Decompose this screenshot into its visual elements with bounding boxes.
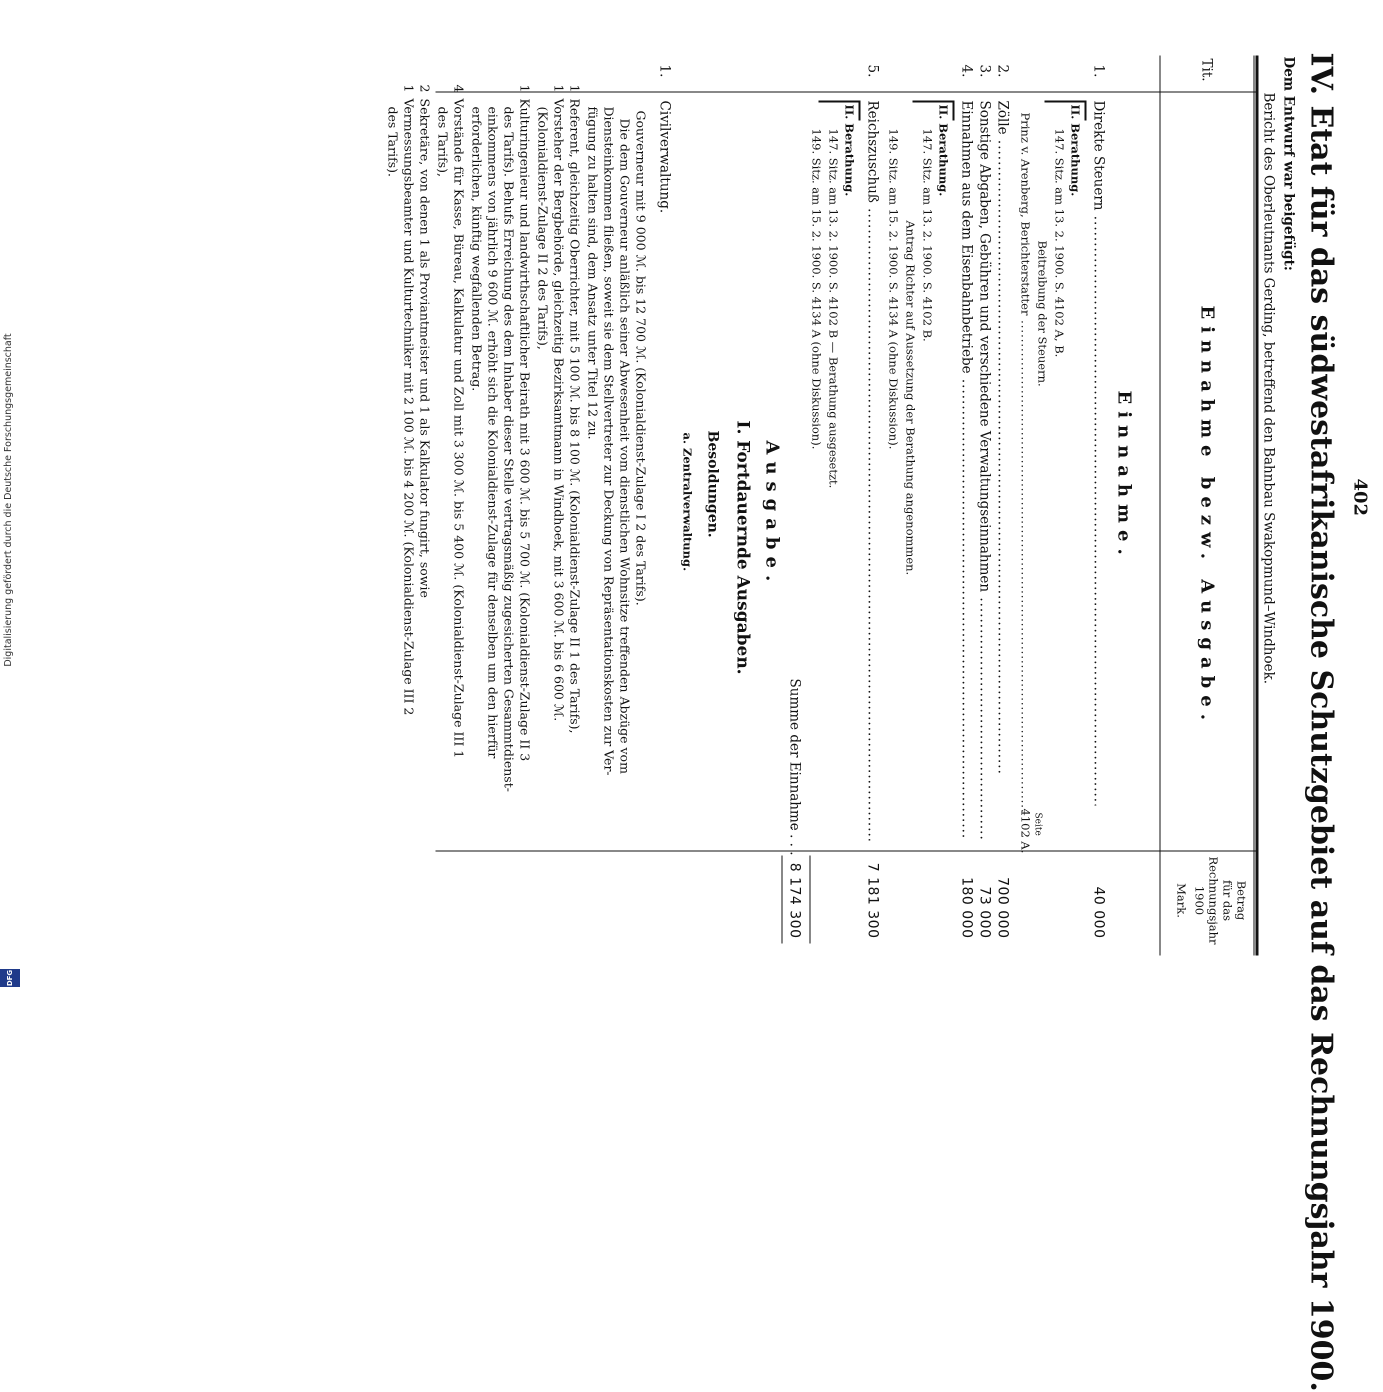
income-row-4-label: Einnahmen aus dem Eisenbahnbetriebe ..... bbox=[959, 101, 975, 841]
income-row-4-amount: 180 000 bbox=[958, 877, 975, 939]
income-row-5-label: Reichszuschuß ..... bbox=[865, 101, 881, 841]
note-1-ref: Prinz v. Arenberg, Berichterstatter ..... bbox=[1019, 113, 1033, 813]
section-ausgabe: Ausgabe. bbox=[761, 440, 783, 589]
income-row-5-amount: 7 181 300 bbox=[864, 862, 881, 939]
digitization-credit bbox=[0, 0, 22, 1000]
note-2-line-1: 147. Sitz. am 13. 2. 1900. S. 4102 B. bbox=[920, 128, 935, 342]
note-1-page-value: 4102 A. bbox=[1018, 808, 1033, 854]
expense-line: des Tarifs), bbox=[435, 106, 451, 177]
header-bottom-rule bbox=[1160, 56, 1161, 956]
dfg-logo: DFG bbox=[0, 969, 20, 987]
note-1-sub: Beitreibung der Steuern. bbox=[1035, 240, 1050, 387]
income-row-3-tit: 3. bbox=[976, 64, 993, 78]
header-top-rule-thin bbox=[1254, 56, 1255, 956]
note-2-title: II. Berathung. bbox=[936, 104, 951, 197]
col-amount-header: Betrag für das Rechnungsjahr 1900 Mark. bbox=[1174, 856, 1249, 945]
document-page bbox=[0, 1, 1383, 1392]
col-main-header: Einnahme bezw. Ausgabe. bbox=[1196, 305, 1218, 727]
income-row-4-tit: 4. bbox=[958, 64, 975, 78]
sum-value: 8 174 300 bbox=[786, 862, 803, 939]
expense-line: einkommens von jährlich 9 600 ℳ. erhöht sich die Kolonialdienst-Zulage für denselben um den hierfür bbox=[485, 106, 501, 759]
note-1-line: 147. Sitz. am 13. 2. 1900. S. 4102 A, B. bbox=[1052, 128, 1067, 358]
expense-line: 1Vermessungsbeamter und Kulturtechniker mit 2 100 ℳ. bis 4 200 ℳ. (Kolonialdienst-Zulage III 2 bbox=[401, 84, 417, 716]
note-2-sub: Antrag Richter auf Aussetzung der Berathung angenommen. bbox=[903, 220, 918, 576]
amount-column-divider bbox=[436, 851, 1256, 852]
sum-rule bbox=[810, 856, 811, 944]
income-row-1-label: Direkte Steuern ..... bbox=[1091, 101, 1107, 806]
income-row-5-tit: 5. bbox=[864, 64, 881, 78]
expense-tit: 1. bbox=[656, 64, 673, 78]
income-row-1-tit: 1. bbox=[1090, 64, 1107, 78]
expense-line: Diensteinkommen fließen, soweit sie dem Stellvertreter zur Deckung von Repräsentationskosten zur Ver- bbox=[601, 106, 617, 776]
sum-bottom-rule bbox=[782, 856, 783, 944]
subsubsection-besoldungen: Besoldungen. bbox=[704, 430, 721, 538]
header-top-rule bbox=[1256, 56, 1259, 956]
expense-line: fügung zu halten sind, dem Ansatz unter Titel 12 zu. bbox=[585, 106, 601, 440]
expense-line: 4Vorstände für Kasse, Büreau, Kalkulatur und Zoll mit 3 300 ℳ. bis 5 400 ℳ. (Kolonialdienst-Zulage III 1 bbox=[451, 84, 467, 759]
section-einnahme: Einnahme. bbox=[1113, 390, 1135, 562]
income-row-3-label: Sonstige Abgaben, Gebühren und verschiedene Verwaltungseinnahmen ..... bbox=[977, 101, 993, 841]
sub-a-zentralverwaltung: a. Zentralverwaltung. bbox=[680, 432, 695, 572]
income-row-2-label: Zölle ..... bbox=[995, 101, 1011, 841]
note-1-title: II. Berathung. bbox=[1068, 104, 1083, 197]
expense-line: 1Vorsteher der Bergbehörde, gleichzeitig Bezirksamtmann in Windhoek, mit 3 600 ℳ. bis 6 600 ℳ. bbox=[551, 84, 567, 722]
col-tit-header: Tit. bbox=[1198, 58, 1215, 82]
expense-line: 1Kulturingenieur und landwirthschaftlicher Beirath mit 3 600 ℳ. bis 5 700 ℳ. (Kolonialdienst-Zulage II 3 bbox=[517, 84, 533, 762]
expense-line: 1Referent, gleichzeitig Oberrichter, mit 5 100 ℳ. bis 8 100 ℳ. (Kolonialdienst-Zulage II 1 des Tarifs), bbox=[567, 84, 583, 734]
expense-line: des Tarifs). bbox=[385, 106, 401, 177]
digitization-credit-text: Digitalisierung gefördert durch die Deutsche Forschungsgemeinschaft bbox=[3, 333, 14, 667]
note-3-line-1: 147. Sitz. am 13. 2. 1900. S. 4102 B — Berathung ausgesetzt. bbox=[826, 128, 841, 489]
expense-line: Die dem Gouverneur anläßlich seiner Abwesenheit vom dienstlichen Wohnsitze treffenden Abzüge vom bbox=[617, 118, 633, 774]
subsection-fortdauernde: I. Fortdauernde Ausgaben. bbox=[732, 420, 753, 675]
note-2-line-2: 149. Sitz. am 15. 2. 1900. S. 4134 A (ohne Diskussion). bbox=[886, 128, 901, 450]
expense-line: Gouverneur mit 9 000 ℳ. bis 12 700 ℳ. (Kolonialdienst-Zulage I 2 des Tarifs). bbox=[633, 110, 649, 606]
attachment-report: Bericht des Oberleutnants Gerding, betreffend den Bahnbau Swakopmund–Windhoek. bbox=[1260, 92, 1277, 685]
note-3-title: II. Berathung. bbox=[842, 104, 857, 197]
attachment-intro: Dem Entwurf war beigefügt: bbox=[1280, 56, 1297, 271]
income-row-2-amount: 700 000 bbox=[994, 877, 1011, 939]
income-row-2-tit: 2. bbox=[994, 64, 1011, 78]
expense-line: 2Sekretäre, von denen 1 als Proviantmeister und 1 als Kalkulator fungirt, sowie bbox=[417, 84, 433, 598]
expense-line: (Kolonialdienst-Zulage II 2 des Tarifs), bbox=[535, 106, 551, 350]
sum-label-dots: . . . . bbox=[786, 825, 803, 856]
income-row-1-amount: 40 000 bbox=[1090, 886, 1107, 939]
income-row-3-amount: 73 000 bbox=[976, 886, 993, 939]
expense-line: des Tarifs). Behufs Erreichung des dem Inhaber dieser Stelle vertragsmäßig zugesicherten Gesammtdienst- bbox=[501, 106, 517, 792]
page-heading: IV. Etat für das südwestafrikanische Schutzgebiet auf das Rechnungsjahr 1900. bbox=[1303, 52, 1339, 1392]
expense-label: Civilverwaltung. bbox=[656, 100, 673, 214]
page-number: 402 bbox=[1349, 478, 1371, 517]
note-3-line-2: 149. Sitz. am 15. 2. 1900. S. 4134 A (ohne Diskussion). bbox=[809, 128, 824, 450]
sum-label: Summe der Einnahme bbox=[786, 678, 803, 831]
note-1-page-label: Seite bbox=[1032, 812, 1043, 836]
expense-line: erforderlichen, künftig wegfallenden Betrag. bbox=[469, 106, 485, 392]
